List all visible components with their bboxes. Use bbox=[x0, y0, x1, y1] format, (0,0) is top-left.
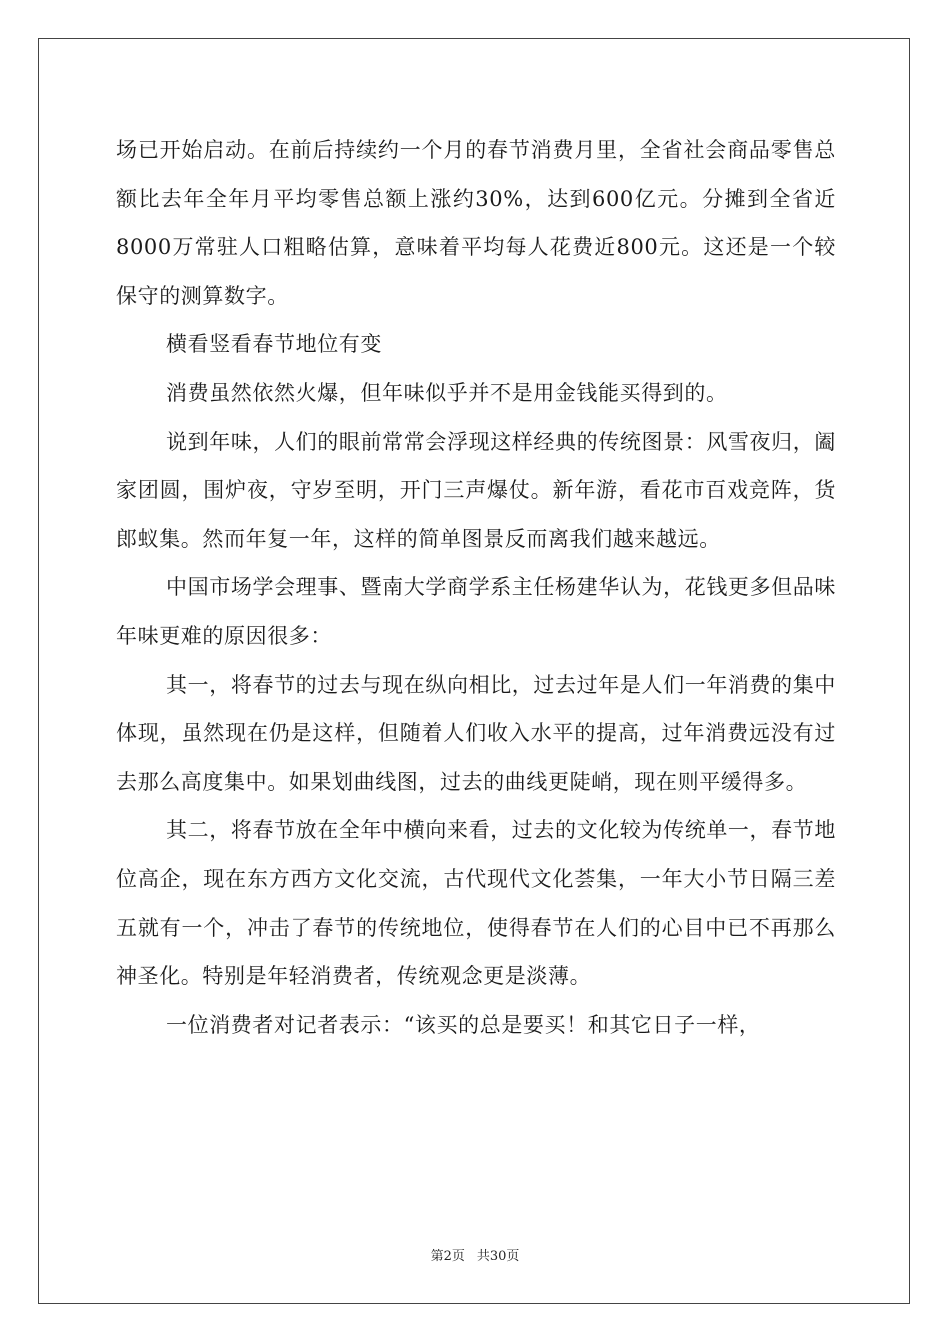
paragraph-1: 场已开始启动。在前后持续约一个月的春节消费月里，全省社会商品零售总额比去年全年月平均零售总额上涨约30%，达到600亿元。分摊到全省近8000万常驻人口粗略估算，意味着平均每人花费近800元。这还是一个较保守的测算数字。 bbox=[116, 138, 836, 308]
paragraph-6: 其二，将春节放在全年中横向来看，过去的文化较为传统单一，春节地位高企，现在东方西方文化交流，古代现代文化荟集，一年大小节日隔三差五就有一个，冲击了春节的传统地位，使得春节在人们的心目中已不再那么神圣化。特别是年轻消费者，传统观念更是淡薄。 bbox=[116, 818, 836, 989]
total-pages: 共30页 bbox=[476, 1249, 520, 1264]
paragraph-5: 其一，将春节的过去与现在纵向相比，过去过年是人们一年消费的集中体现，虽然现在仍是这样，但随着人们收入水平的提高，过年消费远没有过去那么高度集中。如果划曲线图，过去的曲线更陡峭，现在则平缓得多。 bbox=[116, 672, 836, 794]
section-heading: 横看竖看春节地位有变 bbox=[166, 332, 382, 357]
paragraph-3: 说到年味，人们的眼前常常会浮现这样经典的传统图景：风雪夜归，阖家团圆，围炉夜，守岁至明，开门三声爆仗。新年游，看花市百戏竞阵，货郎蚁集。然而年复一年，这样的简单图景反而离我们越来越远。 bbox=[116, 429, 836, 551]
page-number: 第2页 bbox=[430, 1249, 465, 1264]
page-footer bbox=[0, 1249, 950, 1265]
document-body bbox=[116, 126, 836, 1049]
paragraph-2: 消费虽然依然火爆，但年味似乎并不是用金钱能买得到的。 bbox=[166, 380, 728, 405]
paragraph-7: 一位消费者对记者表示：“该买的总是要买！和其它日子一样， bbox=[166, 1012, 761, 1037]
paragraph-4: 中国市场学会理事、暨南大学商学系主任杨建华认为，花钱更多但品味年味更难的原因很多： bbox=[116, 575, 836, 648]
